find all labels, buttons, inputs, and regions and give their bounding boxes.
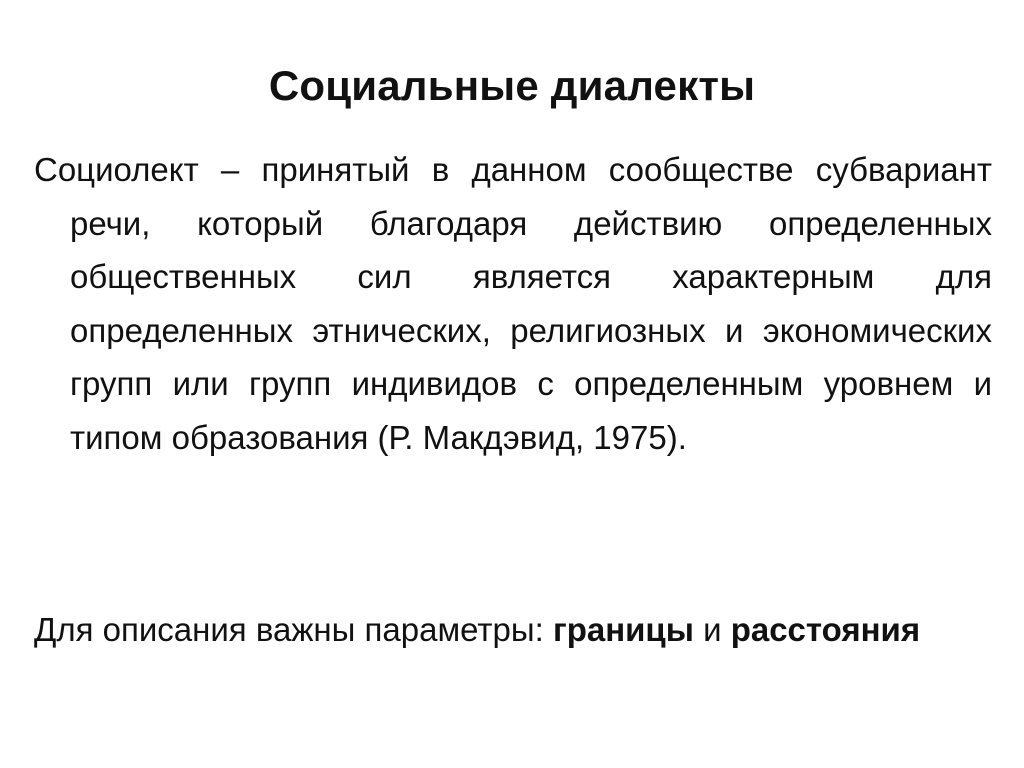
parameters-prefix: Для описания важны параметры: <box>34 611 553 648</box>
term-distances: расстояния <box>730 611 921 648</box>
parameters-paragraph <box>34 603 992 657</box>
parameters-connector: и <box>693 611 731 648</box>
slide-title: Социальные диалекты <box>268 62 756 109</box>
term-boundaries: границы <box>552 611 694 648</box>
definition-paragraph: Социолект – принятый в данном сообществе субвариант речи, который благодаря действию определенных общественных сил является характерным для определенных этнических, религиозных и экономических групп или групп индивидов с определенным уровнем и типом образования (Р. Макдэвид, 1975). <box>34 151 992 456</box>
